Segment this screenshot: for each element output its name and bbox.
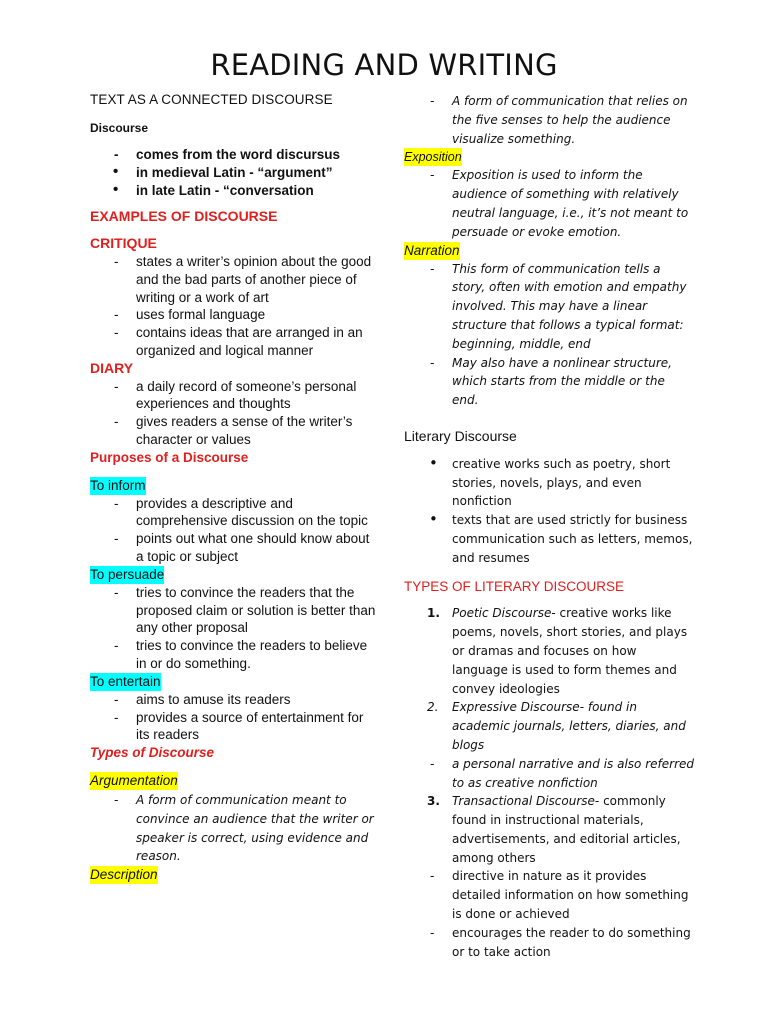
description-list xyxy=(452,92,694,148)
diary-list xyxy=(136,378,380,449)
list-item: - a daily record of someone’s personal experiences and thoughts xyxy=(136,378,380,414)
list-item: - This form of communication tells a story, often with emotion and empathy involved. This may have a linear structure that follows a typical format: beginning, middle, end xyxy=(452,260,694,354)
list-item: - contains ideas that are arranged in an organized and logical manner xyxy=(136,324,380,360)
list-item: - comes from the word discursus xyxy=(136,146,380,164)
list-item: - provides a source of entertainment for its readers xyxy=(136,709,380,745)
left-column xyxy=(90,92,380,884)
to-inform-label: To inform xyxy=(90,477,146,493)
exposition-list xyxy=(452,166,694,241)
right-column xyxy=(404,92,694,961)
entertain-list xyxy=(136,691,380,744)
list-item: - tries to convince the readers to believe in or do something. xyxy=(136,637,380,673)
types-literary-heading: TYPES OF LITERARY DISCOURSE xyxy=(404,578,625,594)
literary-discourse-list xyxy=(452,455,694,568)
transactional-description: - commonly found in instructional materials, advertisements, and editorial articles, among others xyxy=(452,794,681,865)
literary-discourse-heading: Literary Discourse xyxy=(404,427,517,444)
list-item: - tries to convince the readers that the proposed claim or solution is better than any other proposal xyxy=(136,584,380,637)
list-number: 1. xyxy=(427,606,440,621)
list-item: - uses formal language xyxy=(136,306,380,324)
argumentation-list xyxy=(136,791,380,866)
discourse-label: Discourse xyxy=(90,121,149,135)
list-item: - encourages the reader to do something or to take action xyxy=(452,924,694,962)
poetic-description: - creative works like poems, novels, short stories, and plays or dramas and focuses on how language is used to form themes and convey ideologies xyxy=(452,606,688,696)
inform-list xyxy=(136,495,380,566)
section-heading-connected-discourse: TEXT AS A CONNECTED DISCOURSE xyxy=(90,92,333,107)
list-number: 2. xyxy=(427,700,439,715)
list-item: - a personal narrative and is also referred to as creative nonfiction xyxy=(452,755,694,793)
list-item: • in medieval Latin - “argument” xyxy=(136,164,380,182)
to-entertain-label: To entertain xyxy=(90,673,161,689)
exposition-label: Exposition xyxy=(404,150,462,165)
list-item-transactional xyxy=(427,792,694,867)
list-item: - A form of communication meant to convince an audience that the writer or speaker is correct, using evidence and reason. xyxy=(136,791,380,866)
types-of-discourse-heading: Types of Discourse xyxy=(90,745,215,761)
purposes-heading: Purposes of a Discourse xyxy=(90,449,249,465)
literary-types-list xyxy=(427,604,694,961)
list-item: - A form of communication that relies on the five senses to help the audience visualize something. xyxy=(452,92,694,148)
list-number: 3. xyxy=(427,794,440,809)
critique-list xyxy=(136,253,380,360)
list-item: - gives readers a sense of the writer’s character or values xyxy=(136,413,380,449)
to-persuade-label: To persuade xyxy=(90,566,165,582)
list-item: • texts that are used strictly for business communication such as letters, memos, and resumes xyxy=(452,511,694,567)
transactional-name: Transactional Discourse xyxy=(452,794,595,809)
narration-label: Narration xyxy=(404,242,460,258)
narration-list xyxy=(452,260,694,410)
diary-heading: DIARY xyxy=(90,359,134,376)
list-item: - states a writer’s opinion about the good and the bad parts of another piece of writing or a work of art xyxy=(136,253,380,306)
list-item: - provides a descriptive and comprehensive discussion on the topic xyxy=(136,495,380,531)
poetic-name: Poetic Discourse xyxy=(452,606,552,621)
critique-heading: CRITIQUE xyxy=(90,235,157,252)
list-item: - directive in nature as it provides detailed information on how something is done or achieved xyxy=(452,867,694,923)
list-item: • in late Latin - “conversation xyxy=(136,182,380,200)
list-item: • creative works such as poetry, short stories, novels, plays, and even nonfiction xyxy=(452,455,694,511)
list-item: - May also have a nonlinear structure, which starts from the middle or the end. xyxy=(452,354,694,410)
list-item: - points out what one should know about a topic or subject xyxy=(136,530,380,566)
list-item: - Exposition is used to inform the audience of something with relatively neutral language, i.e., it’s not meant to persuade or evoke emotion. xyxy=(452,166,694,241)
list-item: - aims to amuse its readers xyxy=(136,691,380,709)
argumentation-label: Argumentation xyxy=(90,772,178,788)
persuade-list xyxy=(136,584,380,673)
examples-heading: EXAMPLES OF DISCOURSE xyxy=(90,208,278,225)
discourse-definition-list xyxy=(136,146,380,199)
document-title: READING AND WRITING xyxy=(210,48,558,82)
list-item-poetic xyxy=(427,604,694,698)
description-label: Description xyxy=(90,867,158,883)
expressive-text: Expressive Discourse- found in academic journals, letters, diaries, and blogs xyxy=(452,700,686,752)
list-item-expressive xyxy=(427,698,694,754)
